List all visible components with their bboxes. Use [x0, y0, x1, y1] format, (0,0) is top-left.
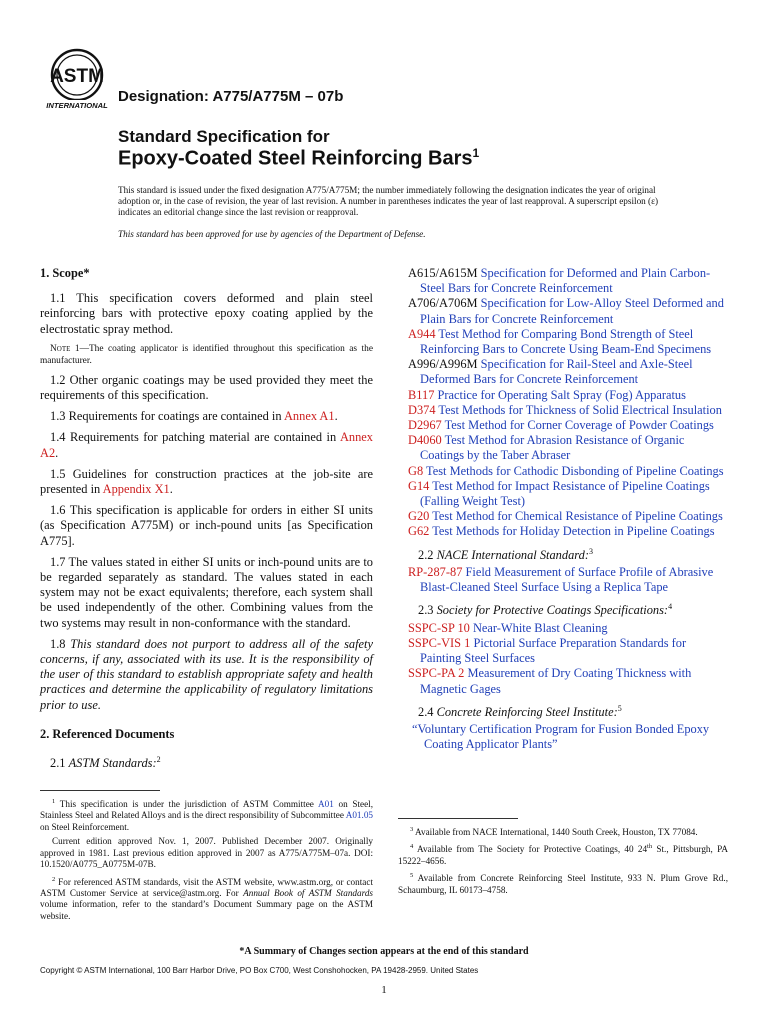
footnote-1	[40, 796, 373, 833]
footnote-5-text: Available from Concrete Reinforcing Steel Institute, 933 N. Plum Grove Rd., Schaumburg, IL 60173–4758.	[398, 873, 728, 895]
approved-note: This standard has been approved for use by agencies of the Department of Defense.	[118, 229, 426, 239]
astm-ref-title[interactable]: Test Methods for Holiday Detection in Pipeline Coatings	[432, 524, 715, 539]
sub-2-2-title: NACE International Standard:	[436, 547, 589, 562]
note-text: 1—The coating applicator is identified throughout this specification as the manufacturer.	[40, 343, 373, 366]
astm-ref-item	[408, 433, 728, 463]
astm-ref-title[interactable]: Test Method for Impact Resistance of Pipeline Coatings (Falling Weight Test)	[420, 478, 710, 509]
astm-ref-title[interactable]: Test Methods for Thickness of Solid Electrical Insulation	[438, 402, 722, 417]
note-label: Note	[50, 343, 71, 354]
astm-ref-item	[408, 296, 728, 326]
astm-ref-code[interactable]: G20	[408, 509, 430, 524]
scope-heading: 1. Scope*	[40, 266, 90, 280]
astm-ref-code[interactable]: G62	[408, 524, 430, 539]
para-1-8-text: This standard does not purport to address all of the safety concerns, if any, associated with its use. It is the responsibility of the user of this standard to establish appropriate safety and health practices and determine the applicability of regulatory limitations prior to use.	[40, 636, 373, 712]
astm-ref-title[interactable]: Specification for Rail-Steel and Axle-Steel Deformed Bars for Concrete Reinforcement	[420, 357, 693, 387]
footnote-4	[398, 841, 728, 867]
para-1-3-text: 1.3 Requirements for coatings are contained in	[50, 409, 284, 424]
para-1-3: 1.3 Requirements for coatings are contained in Annex A1.	[50, 409, 338, 424]
sspc-ref-item	[408, 636, 728, 666]
nace-ref-code[interactable]: RP-287-87	[408, 564, 463, 579]
footnote-4-ordinal: th	[647, 843, 653, 851]
footnote-5	[398, 870, 728, 896]
sspc-refs-list	[408, 621, 728, 697]
designation: Designation: A775/A775M – 07b	[118, 88, 344, 105]
footnote-2-text-a: For referenced ASTM standards, visit the ASTM website, www.astm.org, or contact ASTM Customer Service at service@astm.org. For	[40, 876, 373, 898]
sspc-ref-item	[408, 666, 728, 696]
sspc-ref-item	[408, 621, 728, 636]
astm-ref-code[interactable]: G14	[408, 478, 430, 493]
appendix-x1-link[interactable]: Appendix X1	[102, 482, 170, 497]
para-1-6: 1.6 This specification is applicable for orders in either SI units (as Specification A775M) or inch-pound units [as Specification A775].	[40, 503, 373, 548]
astm-ref-item	[408, 266, 728, 296]
footnote-1-marker: 1	[52, 798, 56, 805]
astm-ref-title[interactable]: Practice for Operating Salt Spray (Fog) Apparatus	[437, 387, 686, 402]
committee-a01-link[interactable]: A01	[318, 799, 334, 810]
footnote-4-text-b: St., Pittsburgh, PA 15222–4656.	[398, 844, 728, 866]
logo-text: ASTM	[50, 66, 104, 87]
para-1-7: 1.7 The values stated in either SI units or inch-pound units are to be regarded separately as standard. The values stated in each system may not be exact equivalents; therefore, each system shall be used independently of the other. Combining values from the two systems may result in non-conformance with the standard.	[40, 554, 373, 630]
astm-ref-item	[408, 357, 728, 387]
right-column	[408, 266, 728, 752]
astm-logo	[40, 48, 114, 110]
astm-ref-item	[408, 388, 728, 403]
astm-ref-title[interactable]: Test Method for Abrasion Resistance of Organic Coatings by the Taber Abraser	[420, 433, 685, 463]
note-1	[40, 343, 373, 367]
footnote-2-marker: 2	[52, 875, 56, 883]
footnotes-right	[398, 824, 728, 899]
astm-ref-code[interactable]: A615/A615M	[408, 266, 478, 280]
para-1-1: 1.1 This specification covers deformed and plain steel reinforcing bars with protective epoxy coating applied by the electrostatic spray method.	[40, 291, 373, 336]
footnote-2-text-b: volume information, refer to the standard’s Document Summary page on the ASTM website.	[40, 899, 373, 921]
summary-note: *A Summary of Changes section appears at the end of this standard	[239, 946, 529, 957]
astm-ref-code[interactable]: A944	[408, 326, 436, 341]
footnote-3	[398, 824, 728, 838]
astm-ref-code[interactable]: A706/A706M	[408, 296, 478, 311]
sub-2-3-title: Society for Protective Coatings Specifications:	[436, 603, 669, 618]
sspc-ref-code[interactable]: SSPC-VIS 1	[408, 635, 471, 650]
astm-ref-code[interactable]: D2967	[408, 418, 442, 433]
logo-subtext: INTERNATIONAL	[46, 101, 108, 110]
nace-ref-title[interactable]: Field Measurement of Surface Profile of Abrasive Blast-Cleaned Steel Surface Using a Replica Tape	[420, 564, 714, 595]
astm-ref-title[interactable]: Specification for Low-Alloy Steel Deformed and Plain Bars for Concrete Reinforcement	[420, 296, 724, 326]
title-footnote-marker: 1	[472, 146, 480, 160]
footnote-4-marker: 4	[410, 843, 414, 851]
sspc-ref-code[interactable]: SSPC-PA 2	[408, 666, 465, 681]
footnote-2	[40, 874, 373, 923]
footnote-3-marker: 3	[410, 826, 414, 833]
astm-ref-code[interactable]: D374	[408, 402, 436, 417]
astm-ref-code[interactable]: D4060	[408, 433, 442, 448]
astm-ref-item	[408, 524, 728, 539]
sspc-ref-title[interactable]: Near-White Blast Cleaning	[472, 620, 608, 635]
astm-ref-code[interactable]: A996/A996M	[408, 357, 478, 372]
para-1-8-num: 1.8	[50, 636, 71, 651]
sub-2-2-sup: 3	[588, 546, 593, 556]
astm-ref-item	[408, 509, 728, 524]
sub-2-2	[408, 544, 728, 563]
footnote-1-text-c: on Steel Reinforcement.	[40, 821, 130, 832]
sub-2-4-sup: 5	[617, 703, 622, 713]
footnotes-left	[40, 796, 373, 925]
para-1-8	[40, 637, 373, 713]
astm-ref-title[interactable]: Test Method for Comparing Bond Strength of Steel Reinforcing Bars to Concrete Using Beam-End Specimens	[420, 326, 712, 357]
sub-2-4	[408, 701, 728, 720]
astm-ref-code[interactable]: B117	[408, 387, 435, 402]
sub-2-1	[40, 752, 373, 771]
spec-line: Standard Specification for	[118, 127, 330, 146]
crsi-ref	[408, 722, 728, 752]
footnote-divider-left	[40, 790, 160, 791]
title-text: Epoxy-Coated Steel Reinforcing Bars	[118, 147, 473, 170]
footnote-1-current: Current edition approved Nov. 1, 2007. Published December 2007. Originally approved in 1981. Last previous edition approved in 2007 as A775/A775M–07a. DOI: 10.1520/A0775_A0775M-07B.	[40, 836, 373, 870]
footnote-1-text-a: This specification is under the jurisdiction of ASTM Committee	[59, 799, 319, 810]
sub-2-2-num: 2.2	[418, 547, 437, 562]
sub-2-4-title: Concrete Reinforcing Steel Institute:	[436, 704, 618, 719]
astm-ref-title[interactable]: Test Method for Corner Coverage of Powder Coatings	[444, 418, 714, 433]
subcommittee-a0105-link[interactable]: A01.05	[345, 810, 374, 821]
astm-logo-mark	[40, 48, 114, 110]
astm-ref-title[interactable]: Test Methods for Cathodic Disbonding of Pipeline Coatings	[426, 463, 724, 478]
para-1-4-text: 1.4 Requirements for patching material are contained in	[50, 430, 340, 445]
astm-refs-list	[408, 266, 728, 540]
astm-ref-title[interactable]: Specification for Deformed and Plain Carbon-Steel Bars for Concrete Reinforcement	[420, 266, 711, 296]
footnote-3-text: Available from NACE International, 1440 South Creek, Houston, TX 77084.	[415, 827, 698, 838]
para-1-5-text: 1.5 Guidelines for construction practices at the job-site are presented in	[40, 466, 373, 497]
crsi-ref-title[interactable]: “Voluntary Certification Program for Fusion Bonded Epoxy Coating Applicator Plants”	[412, 722, 710, 752]
astm-ref-item	[408, 418, 728, 433]
astm-ref-code[interactable]: G8	[408, 463, 424, 478]
astm-ref-item	[408, 327, 728, 357]
copyright: Copyright © ASTM International, 100 Barr Harbor Drive, PO Box C700, West Conshohocken, PA 19428-2959. United States	[40, 966, 479, 975]
sub-2-1-title: ASTM Standards:	[68, 756, 157, 771]
astm-ref-item	[408, 464, 728, 479]
astm-ref-item	[408, 403, 728, 418]
footnote-5-marker: 5	[410, 872, 414, 880]
sub-2-1-num: 2.1	[50, 756, 69, 771]
sspc-ref-title[interactable]: Pictorial Surface Preparation Standards for Painting Steel Surfaces	[420, 635, 687, 666]
sub-2-1-sup: 2	[156, 755, 161, 765]
refdocs-heading: 2. Referenced Documents	[40, 726, 175, 741]
sub-2-3-sup: 4	[668, 602, 673, 612]
astm-ref-title[interactable]: Test Method for Chemical Resistance of Pipeline Coatings	[432, 509, 723, 524]
nace-ref	[408, 565, 728, 595]
para-1-4: 1.4 Requirements for patching material are contained in Annex A2.	[40, 430, 373, 460]
page-title	[118, 146, 479, 171]
sub-2-3-num: 2.3	[418, 603, 437, 618]
astm-ref-item	[408, 479, 728, 509]
annex-a2-link[interactable]: Annex A2	[40, 430, 373, 460]
footnote-4-text-a: Available from The Society for Protective Coatings, 40 24	[417, 844, 648, 855]
para-1-5: 1.5 Guidelines for construction practices at the job-site are presented in Appendix X1.	[40, 466, 373, 497]
annex-a1-link[interactable]: Annex A1	[283, 409, 335, 424]
footnote-1-text-b: on Steel, Stainless Steel and Related Alloys and is the direct responsibility of Subcommittee	[40, 799, 374, 821]
sspc-ref-code[interactable]: SSPC-SP 10	[408, 620, 470, 635]
issued-note: This standard is issued under the fixed designation A775/A775M; the number immediately following the designation indicates the year of original adoption or, in the case of revision, the year of last revision. A number in parentheses indicates the year of last reapproval. A superscript epsilon (ε) indicates an editorial change since the last revision or reapproval.	[118, 185, 659, 217]
footnote-divider-right	[398, 818, 518, 819]
sspc-ref-title[interactable]: Measurement of Dry Coating Thickness with Magnetic Gages	[420, 666, 692, 696]
page-number: 1	[381, 984, 387, 996]
sub-2-4-num: 2.4	[418, 704, 437, 719]
para-1-2: 1.2 Other organic coatings may be used provided they meet the requirements of this specification.	[40, 372, 373, 403]
left-column	[40, 266, 373, 773]
sub-2-3	[408, 599, 728, 618]
footnote-2-italic: Annual Book of ASTM Standards	[243, 887, 373, 898]
